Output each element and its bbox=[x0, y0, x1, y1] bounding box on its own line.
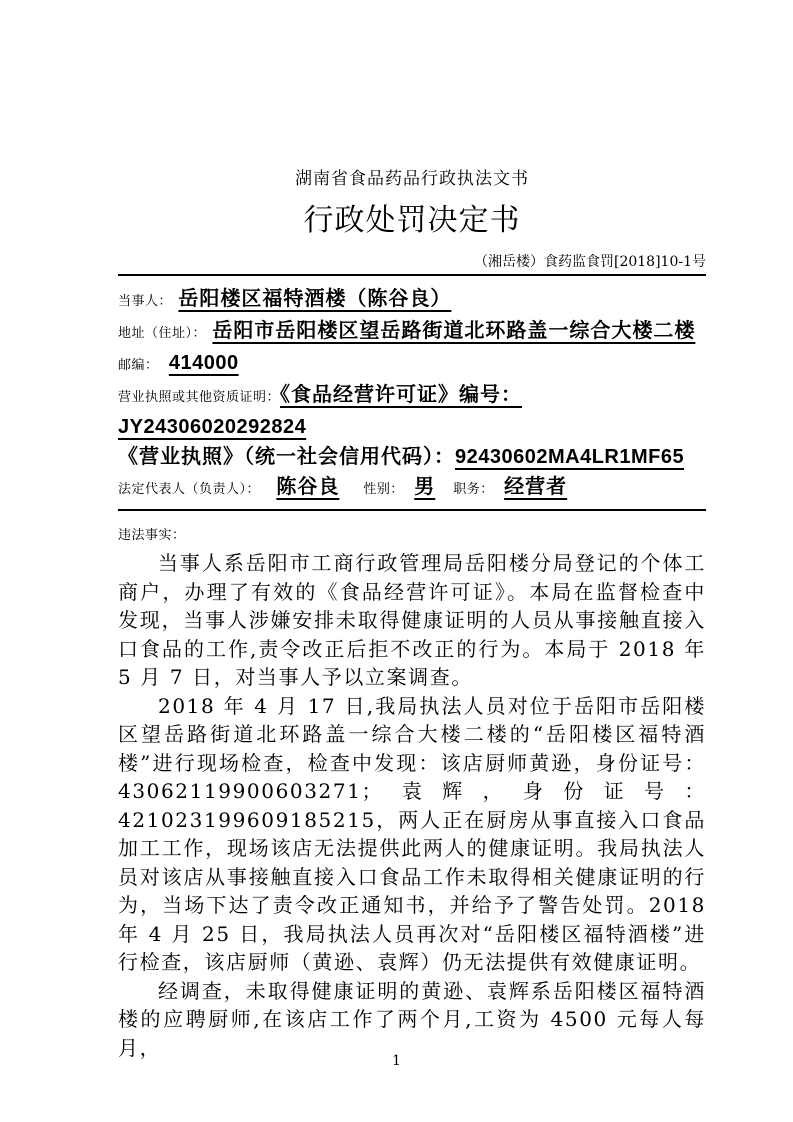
field-business-license bbox=[118, 442, 706, 472]
field-license bbox=[118, 380, 706, 442]
document-title: 行政处罚决定书 bbox=[303, 203, 521, 238]
facts-paragraph: 当事人系岳阳市工商行政管理局岳阳楼分局登记的个体工商户，办理了有效的《食品经营许可证》。本局在监督检查中发现，当事人涉嫌安排未取得健康证明的人员从事接触直接入口食品的工作,责令改正后拒不改正的行为。本局于 2018 年 5 月 7 日，对当事人予以立案调查。 bbox=[118, 551, 706, 689]
divider-bottom bbox=[118, 509, 706, 511]
postcode-value: 414000 bbox=[168, 352, 239, 374]
position-value: 经营者 bbox=[504, 474, 568, 498]
address-label: 地址（住址）： bbox=[118, 326, 207, 341]
letterhead: 湖南省食品药品行政执法文书 bbox=[295, 169, 529, 189]
legal-rep-label: 法定代表人（负责人）： bbox=[118, 482, 261, 497]
field-party bbox=[118, 284, 706, 316]
business-license-name: 《营业执照》（统一社会信用代码）： bbox=[118, 444, 455, 468]
facts-section-label: 违法事实： bbox=[118, 528, 186, 543]
facts-paragraph: 经调查，未取得健康证明的黄逊、袁辉系岳阳楼区福特酒楼的应聘厨师,在该店工作了两个月,工资为 4500 元每人每月， bbox=[118, 978, 706, 1060]
document-number: （湘岳楼）食药监食罚[2018]10-1号 bbox=[473, 254, 706, 270]
facts-section bbox=[118, 523, 706, 1062]
divider-top bbox=[118, 274, 706, 276]
address-value: 岳阳市岳阳楼区望岳路街道北环路盖一综合大楼二楼 bbox=[212, 318, 696, 342]
license-number: JY24306020292824 bbox=[118, 416, 307, 438]
license-name: 《食品经营许可证》编号： bbox=[280, 382, 523, 406]
business-license-number: 92430602MA4LR1MF65 bbox=[455, 446, 685, 468]
position-label: 职务： bbox=[453, 482, 494, 497]
license-label: 营业执照或其他资质证明： bbox=[118, 390, 281, 405]
postcode-label: 邮编： bbox=[118, 358, 159, 373]
field-legal-rep bbox=[118, 472, 706, 504]
page-number: 1 bbox=[392, 1053, 401, 1069]
gender-label: 性别： bbox=[363, 482, 404, 497]
party-label: 当事人： bbox=[118, 294, 173, 309]
field-postcode bbox=[118, 348, 706, 380]
gender-value: 男 bbox=[414, 474, 436, 498]
document-content bbox=[118, 168, 706, 1062]
facts-paragraph: 2018 年 4 月 17 日,我局执法人员对位于岳阳市岳阳楼区望岳路街道北环路盖一综合大楼二楼的“岳阳楼区福特酒楼”进行现场检查，检查中发现：该店厨师黄逊，身份证号：43062119900603271；袁辉，身份证号：421023199609185215，两人正在厨房从事直接入口食品加工工作，现场该店无法提供此两人的健康证明。我局执法人员对该店从事接触直接入口食品工作未取得相关健康证明的行为，当场下达了责令改正通知书，并给予了警告处罚。2018 年 4 月 25 日，我局执法人员再次对“岳阳楼区福特酒楼”进行检查，该店厨师（黄逊、袁辉）仍无法提供有效健康证明。 bbox=[118, 693, 706, 974]
field-address bbox=[118, 316, 706, 348]
legal-rep-value: 陈谷良 bbox=[276, 474, 340, 498]
party-info-block bbox=[118, 284, 706, 504]
party-value: 岳阳楼区福特酒楼（陈谷良） bbox=[178, 286, 452, 310]
